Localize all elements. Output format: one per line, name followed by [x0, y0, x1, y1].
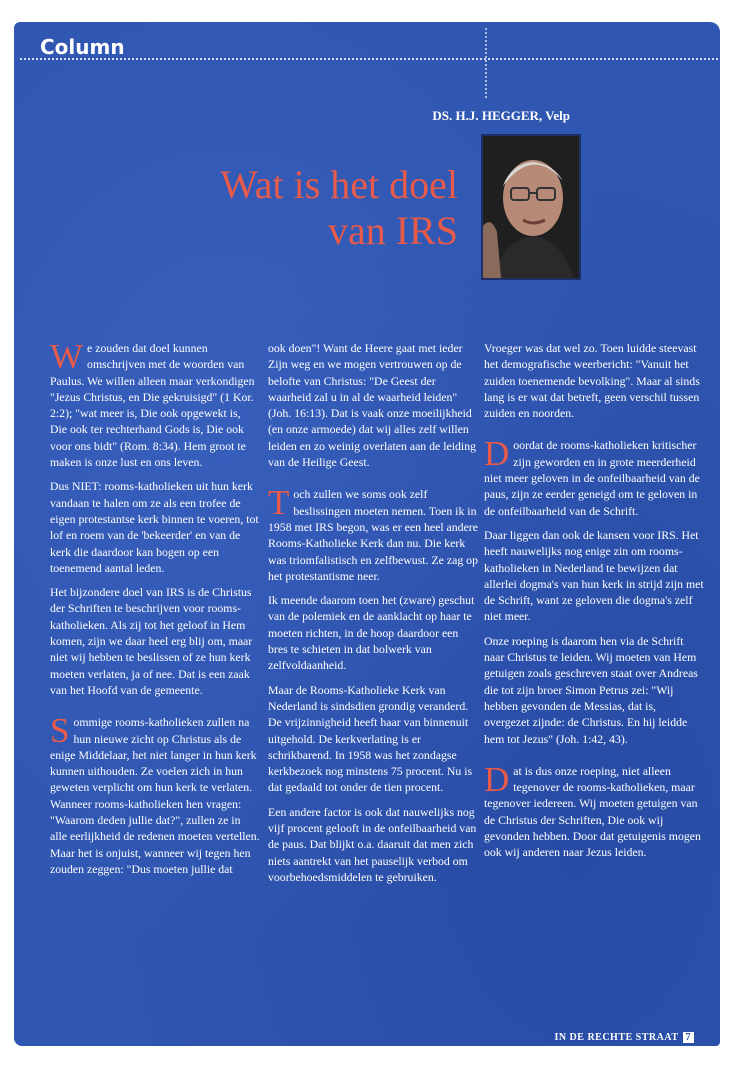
section-label: Column [40, 35, 125, 59]
paragraph: We zouden dat doel kunnen omschrijven met de woorden van Paulus. We willen alleen maar verkondigen "Jezus Christus, en Die gekruisigd" (1 Kor. 2:2); "wat meer is, Die ook opgewekt is, Die ook ter rechterhand Gods is, Die ook voor ons bidt" (Rom. 8:34). Hem groot te maken is onze lust en ons leven. [50, 337, 255, 470]
text-column-3 [484, 340, 704, 869]
paragraph: Een andere factor is ook dat nauwelijks nog vijf procent gelooft in de onfeilbaarheid van de paus. Dat blijkt o.a. daaruit dat men zich niets aantrekt van het pauselijk verbod om voorbehoedsmiddelen te gebruiken. [268, 804, 477, 884]
title-line-1: Wat is het doel [220, 162, 458, 207]
paragraph: Daar liggen dan ook de kansen voor IRS. Het heeft nauwelijks nog enige zin om rooms-katholieken in Nederland te bewijzen dat allerlei dogma's van hun kerk in strijd zijn met de Schrift, want ze geloven die dogma's zelf niet meer. [484, 527, 704, 624]
drop-cap: T [268, 483, 290, 523]
paragraph: ook doen"! Want de Heere gaat met ieder Zijn weg en we mogen vertrouwen op de belofte van Christus: "De Geest der waarheid zal u in al de waarheid leiden" (Joh. 16:13). Dat is vaak onze moeilijkheid (en onze armoede) dat wij alles zelf willen leiden en zo weinig overlaten aan de leiding van de Heilige Geest. [268, 341, 477, 470]
paragraph: Doordat de rooms-katholieken kritischer zijn geworden en in grote meerderheid niet meer geloven in de onfeilbaarheid van de paus, zijn ze eerder geneigd om te geloven in de onfeilbaarheid van de Schrift. [484, 434, 700, 518]
page-footer [554, 1032, 694, 1043]
paragraph: Sommige rooms-katholieken zullen na hun nieuwe zicht op Christus als de enige Middelaar, het niet langer in hun kerk kunnen uithouden. Ze voelen zich in hun geweten verplicht om hun kerk te verlaten. Wanneer rooms-katholieken hen vragen: "Waarom deden jullie dat?", zullen ze in alle eerlijkheid de redenen moeten vertellen. Maar het is onjuist, wanneer wij tegen hen zouden zeggen: "Dus moeten jullie dat [50, 711, 260, 876]
drop-cap: D [484, 759, 510, 799]
drop-cap: S [50, 711, 70, 751]
article-title [220, 162, 458, 254]
paragraph: Het bijzondere doel van IRS is de Christus der Schriften te beschrijven voor rooms-katholieken. Als zij tot het geloof in Hem komen, zijn we daar heel erg blij om, maar niet wij hebben te beslissen of ze hun kerk moeten verlaten, ja of nee. Dat is een zaak van het Hoofd van de gemeente. [50, 585, 253, 697]
title-line-2: van IRS [328, 208, 458, 253]
text-column-1 [50, 337, 260, 885]
paragraph: Dat is dus onze roeping, niet alleen tegenover de rooms-katholieken, maar tegenover iedereen. Wij moeten getuigen van de Christus der Schriften, Die ook wij gevonden hebben. Door dat getuigenis mogen ook wij anderen naar Jezus leiden. [484, 759, 701, 860]
header-dotted-rule [20, 58, 718, 60]
author-byline: DS. H.J. HEGGER, Velp [432, 108, 570, 123]
author-photo [481, 134, 581, 280]
paragraph: Toch zullen we soms ook zelf beslissingen moeten nemen. Toen ik in 1958 met IRS begon, was er een heel andere Rooms-Katholieke Kerk dan nu. Die kerk was triomfalistisch en zelfbewust. Ze zag op het protestantisme neer. [268, 483, 478, 583]
header-dotted-divider [485, 28, 487, 98]
text-column-2 [268, 340, 478, 893]
page-number: 7 [683, 1032, 695, 1043]
paragraph: Vroeger was dat wel zo. Toen luidde steevast het demografische weerbericht: "Vanuit het zuiden toenemende bevolking". Maar al sinds lang is er wat dat betreft, geen verschil tussen zuiden en noorden. [484, 341, 700, 421]
publication-name: IN DE RECHTE STRAAT [554, 1032, 679, 1043]
drop-cap: D [484, 434, 510, 474]
paragraph: Ik meende daarom toen het (zware) geschut van de polemiek en de aanklacht op haar te moeten richten, in de hoop daardoor een bres te schieten in dat bolwerk van zelfvoldaanheid. [268, 593, 475, 673]
paragraph: Maar de Rooms-Katholieke Kerk van Nederland is sindsdien grondig veranderd. De vrijzinnigheid heeft haar van binnenuit uitgehold. De kerkverlating is er schrikbarend. In 1958 was het zondagse kerkbezoek nog minstens 75 procent. Nu is dat gedaald tot onder de tien procent. [268, 682, 473, 795]
paragraph: Dus NIET: rooms-katholieken uit hun kerk vandaan te halen om ze als een trofee de eigen protestantse kerk binnen te voeren, tot lof en roem van de 'bekeerder' en van de kerk die daardoor kan bogen op een toenemend aantal leden. [50, 479, 259, 575]
drop-cap: W [50, 337, 84, 376]
paragraph: Onze roeping is daarom hen via de Schrift naar Christus te leiden. Wij moeten van Hem getuigen zoals geschreven staat over Andreas die tot zijn broer Simon Petrus zei: "Wij hebben gevonden de Messias, dat is, overgezet zijnde: de Christus. En hij leidde hem tot Jezus" (Joh. 1:42, 43). [484, 633, 698, 746]
